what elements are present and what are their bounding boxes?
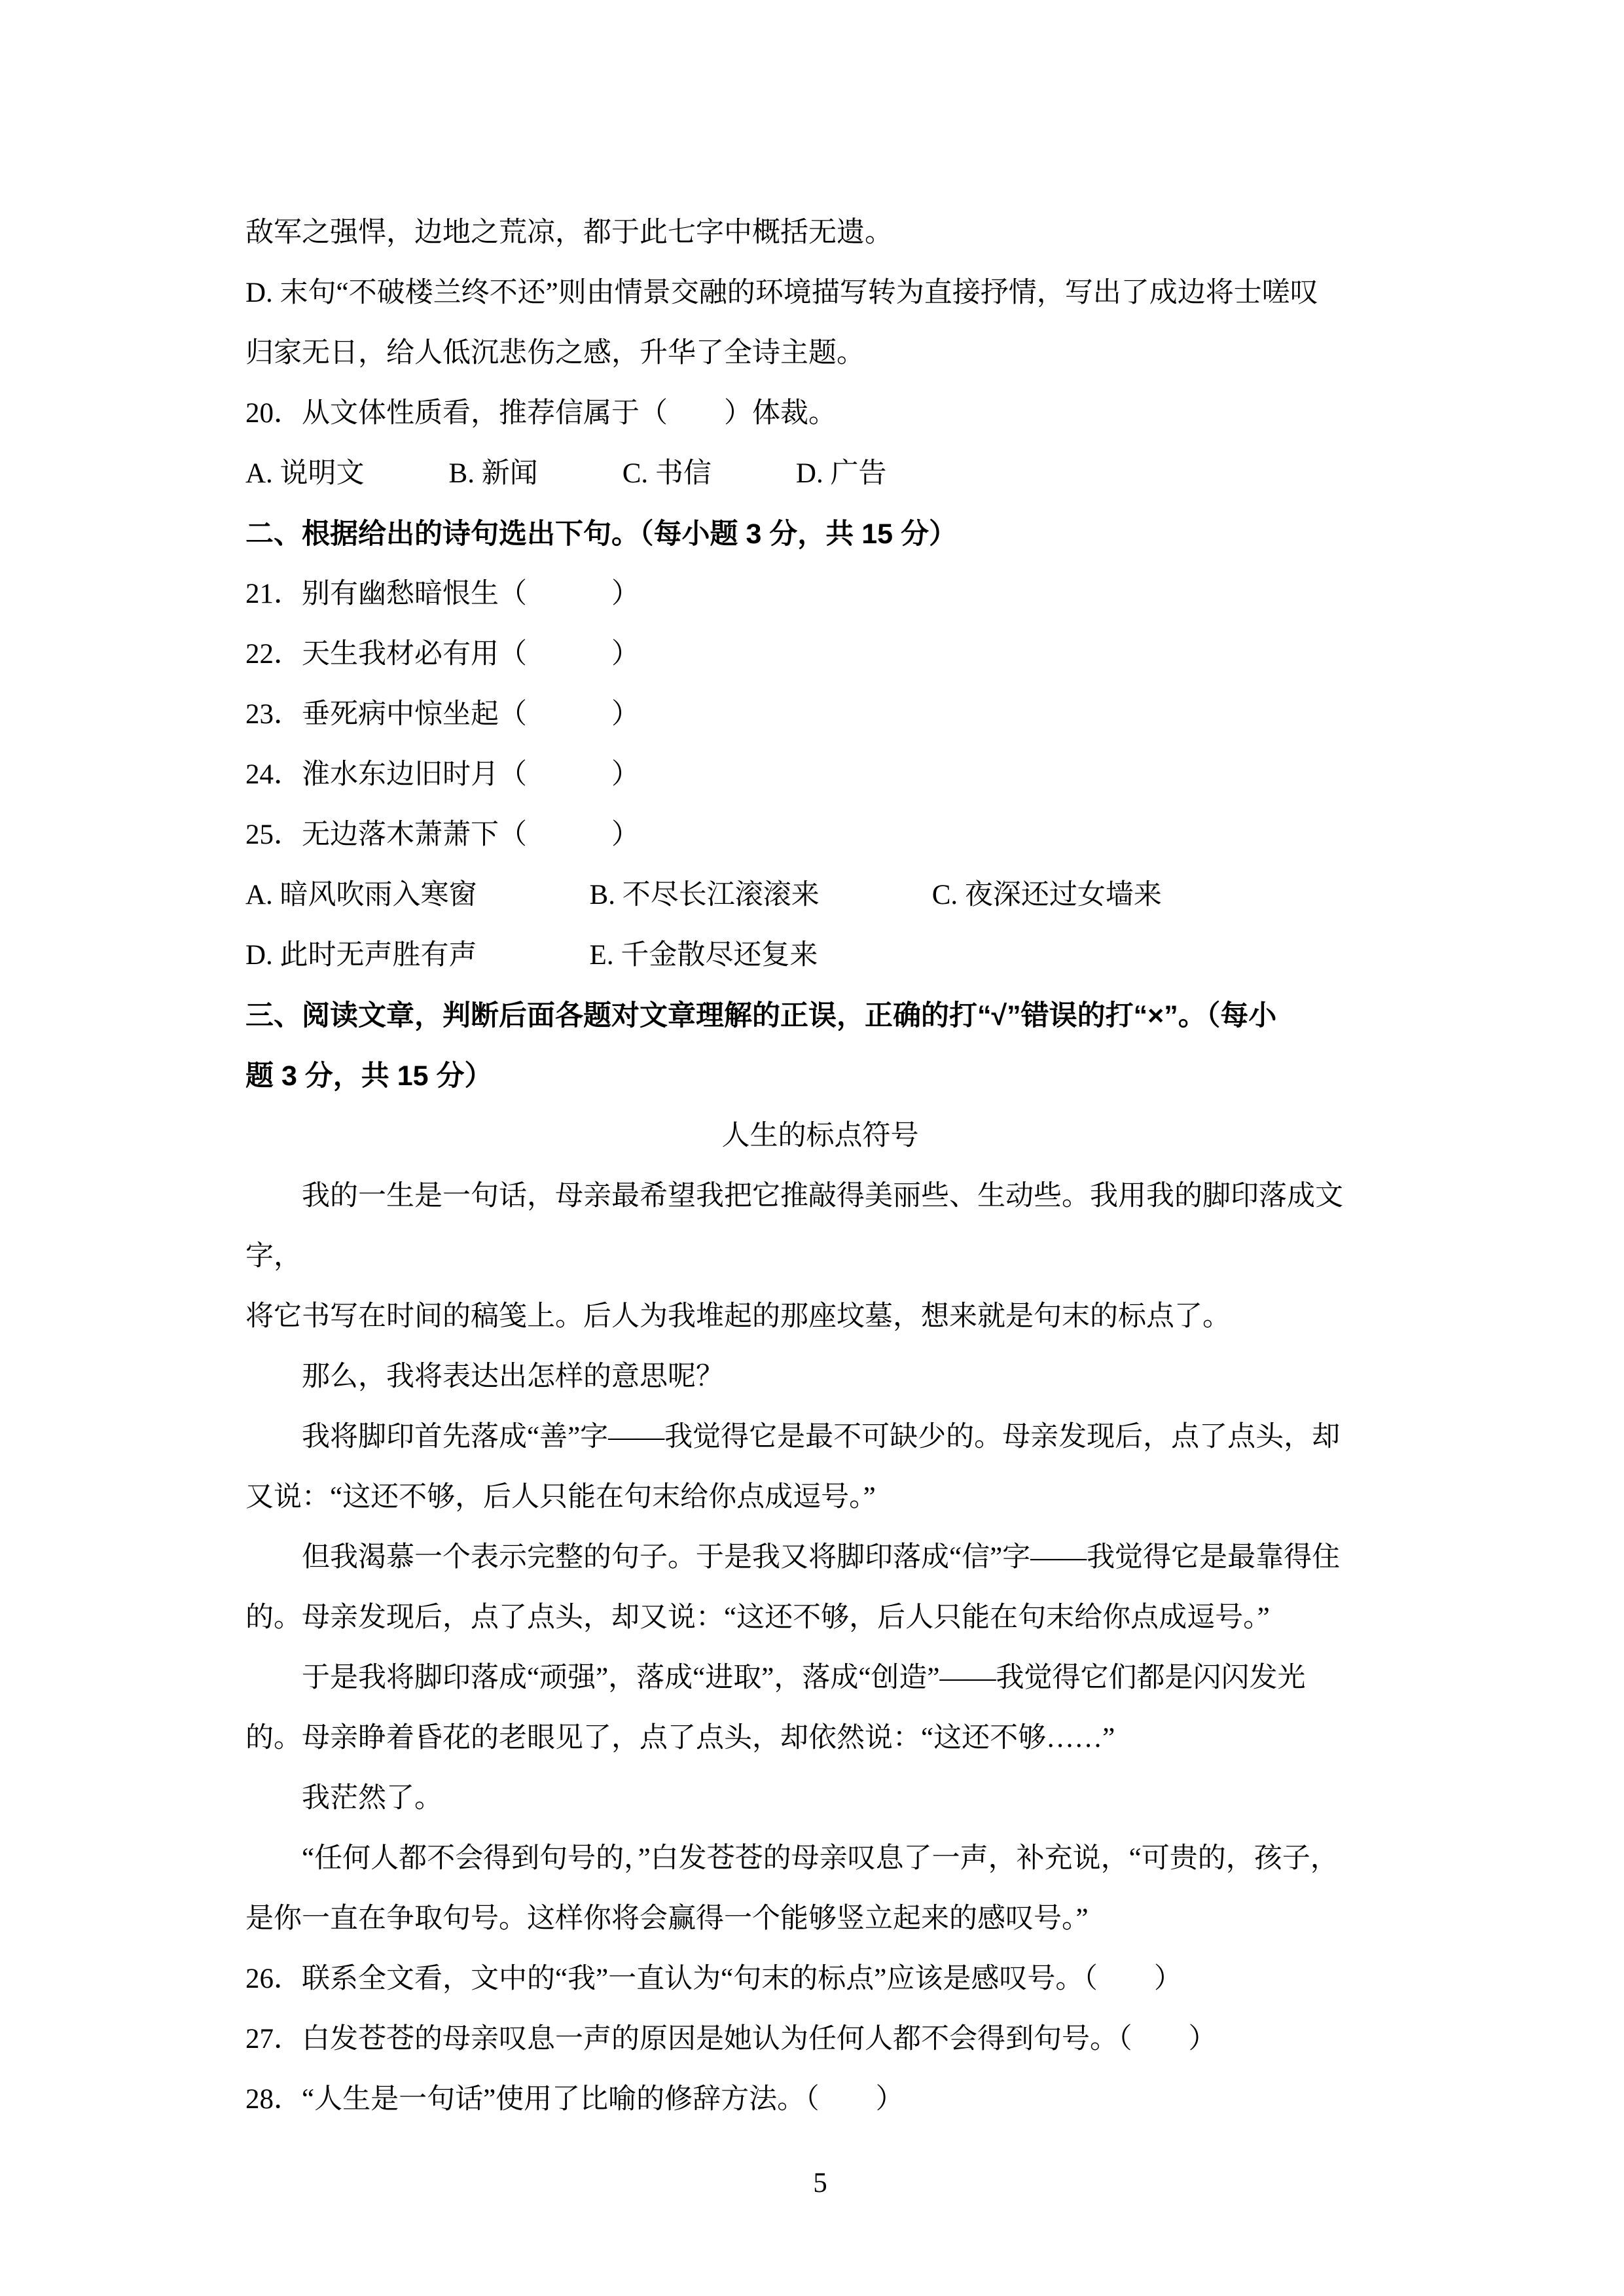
essay-paragraph-5-line-2: 的。母亲睁着昏花的老眼见了，点了点头，却依然说：“这还不够……” <box>245 1723 1115 1753</box>
option-d-analysis-line-2: 归家无日，给人低沉悲伤之感，升华了全诗主题。 <box>245 338 865 368</box>
question-22: 22．天生我材必有用（ ） <box>245 639 640 670</box>
page-number: 5 <box>813 2168 827 2198</box>
question-26: 26．联系全文看，文中的“我”一直认为“句末的标点”应该是感叹号。（ ） <box>245 1964 1182 1994</box>
essay-paragraph-3-line-1: 我将脚印首先落成“善”字——我觉得它是最不可缺少的。母亲发现后，点了点头，却 <box>245 1422 1341 1452</box>
question-24: 24．淮水东边旧时月（ ） <box>245 759 640 790</box>
question-27: 27．白发苍苍的母亲叹息一声的原因是她认为任何人都不会得到句号。（ ） <box>245 2024 1217 2054</box>
essay-paragraph-1-line-2: 将它书写在时间的稿笺上。后人为我堆起的那座坟墓，想来就是句末的标点了。 <box>245 1301 1231 1332</box>
essay-paragraph-5-line-1: 于是我将脚印落成“顽强”，落成“进取”，落成“创造”——我觉得它们都是闪闪发光 <box>245 1662 1306 1693</box>
section-two-header: 二、根据给出的诗句选出下句。（每小题 3 分，共 15 分） <box>245 518 958 550</box>
question-28: 28．“人生是一句话”使用了比喻的修辞方法。（ ） <box>245 2084 904 2115</box>
option-analysis-tail-line: 敌军之强悍，边地之荒凉，都于此七字中概括无遗。 <box>245 217 893 248</box>
poem-options-row-1: A. 暗风吹雨入寒窗 B. 不尽长江滚滚来 C. 夜深还过女墙来 <box>245 880 1162 910</box>
essay-paragraph-4-line-2: 的。母亲发现后，点了点头，却又说：“这还不够，后人只能在句末给你点成逗号。” <box>245 1602 1270 1633</box>
question-20-options-row: A. 说明文 B. 新闻 C. 书信 D. 广告 <box>245 458 887 489</box>
essay-paragraph-6: 我茫然了。 <box>245 1783 442 1814</box>
section-three-header-line-1: 三、阅读文章，判断后面各题对文章理解的正误，正确的打“√”错误的打“×”。（每小 <box>245 1000 1277 1031</box>
question-25: 25．无边落木萧萧下（ ） <box>245 819 640 850</box>
essay-paragraph-4-line-1: 但我渴慕一个表示完整的句子。于是我又将脚印落成“信”字——我觉得它是最靠得住 <box>245 1542 1341 1573</box>
poem-options-row-2: D. 此时无声胜有声 E. 千金散尽还复来 <box>245 940 818 971</box>
section-three-header-line-2: 题 3 分，共 15 分） <box>245 1060 493 1092</box>
essay-paragraph-7-line-1: “任何人都不会得到句号的，”白发苍苍的母亲叹息了一声，补充说，“可贵的，孩子， <box>245 1843 1339 1874</box>
essay-title: 人生的标点符号 <box>721 1121 919 1151</box>
essay-paragraph-1-line-1: 我的一生是一句话，母亲最希望我把它推敲得美丽些、生动些。我用我的脚印落成文字， <box>245 1181 1343 1272</box>
essay-paragraph-7-line-2: 是你一直在争取句号。这样你将会赢得一个能够竖立起来的感叹号。” <box>245 1903 1089 1934</box>
option-d-analysis-line-1: D. 末句“不破楼兰终不还”则由情景交融的环境描写转为直接抒情，写出了成边将士嗟叹 <box>245 278 1318 308</box>
question-21: 21．别有幽愁暗恨生（ ） <box>245 579 640 609</box>
essay-paragraph-2: 那么，我将表达出怎样的意思呢？ <box>245 1361 724 1392</box>
essay-paragraph-3-line-2: 又说：“这还不够，后人只能在句末给你点成逗号。” <box>245 1482 876 1513</box>
question-20: 20．从文体性质看，推荐信属于（ ）体裁。 <box>245 398 837 429</box>
question-23: 23．垂死病中惊坐起（ ） <box>245 699 640 730</box>
